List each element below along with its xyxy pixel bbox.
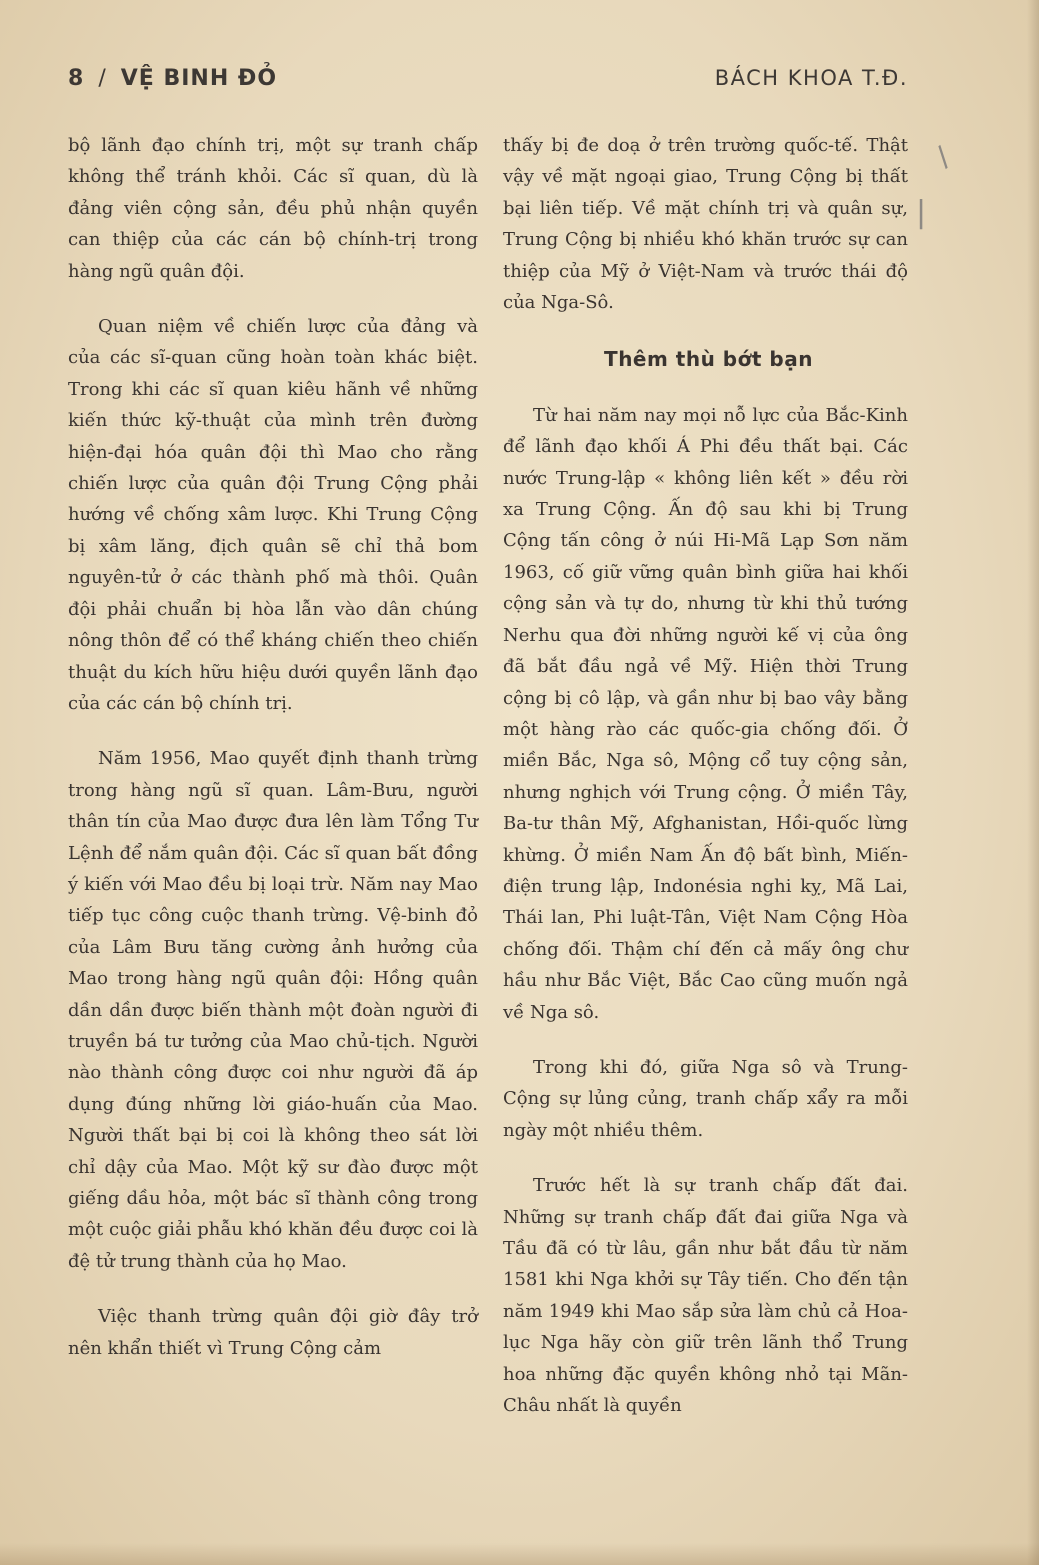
article-title: VỆ BINH ĐỎ (120, 66, 278, 91)
journal-title: BÁCH KHOA T.Đ. (714, 66, 908, 90)
header-separator: / (98, 66, 107, 91)
page-number: 8 (68, 66, 85, 91)
paragraph: Trước hết là sự tranh chấp đất đai. Những sự tranh chấp đất đai giữa Nga và Tầu đã có từ lâu, gần như bắt đầu từ năm 1581 khi Nga khởi sự Tây tiến. Cho đến tận năm 1949 khi Mao sắp sửa làm chủ cả Hoa-lục Nga hãy còn giữ trên lãnh thổ Trung hoa những đặc quyền không nhỏ tại Mãn-Châu nhất là quyền (503, 1175, 908, 1417)
paragraph: bộ lãnh đạo chính trị, một sự tranh chấp không thể tránh khỏi. Các sĩ quan, dù là đảng viên cộng sản, đều phủ nhận quyền can thiệp của các cán bộ chính-trị trong hàng ngũ quân đội. (68, 135, 478, 282)
left-column (68, 130, 478, 1364)
section-heading: Thêm thù bớt bạn (604, 347, 813, 372)
right-column (503, 130, 908, 1421)
paragraph: Trong khi đó, giữa Nga sô và Trung-Cộng sự lủng củng, tranh chấp xẩy ra mỗi ngày một nhiều thêm. (503, 1056, 908, 1141)
running-header-left (68, 66, 277, 91)
paragraph: Quan niệm về chiến lược của đảng và của các sĩ-quan cũng hoàn toàn khác biệt. Trong khi các sĩ quan kiêu hãnh về những kiến thức kỹ-thuật của mình trên đường hiện-đại hóa quân đội thì Mao cho rằng chiến lược của quân đội Trung Cộng phải hướng về chống xâm lược. Khi Trung Cộng bị xâm lăng, địch quân sẽ chỉ thả bom nguyên-tử ở các thành phố mà thôi. Quân đội phải chuẩn bị hòa lẫn vào dân chúng nông thôn để có thể kháng chiến theo chiến thuật du kích hữu hiệu dưới quyền lãnh đạo của các cán bộ chính trị. (68, 316, 478, 714)
page-edge-shadow (1027, 0, 1039, 1565)
paragraph: Từ hai năm nay mọi nỗ lực của Bắc-Kinh để lãnh đạo khối Á Phi đều thất bại. Các nước Trung-lập « không liên kết » đều rời xa Trung Cộng. Ấn độ sau khi bị Trung Cộng tấn công ở núi Hi-Mã Lạp Sơn năm 1963, cố giữ vững quân bình giữa hai khối cộng sản và tự do, nhưng từ khi thủ tướng Nerhu qua đời những người kế vị của ông đã bắt đầu ngả về Mỹ. Hiện thời Trung cộng bị cô lập, và gần như bị bao vây bằng một hàng rào các quốc-gia chống đối. Ở miền Bắc, Nga sô, Mộng cổ tuy cộng sản, nhưng nghịch với Trung cộng. Ở miền Tây, Ba-tư thân Mỹ, Afghanistan, Hồi-quốc lừng khừng. Ở miền Nam Ấn độ bất bình, Miến-điện trung lập, Indonésia nghi kỵ, Mã Lai, Thái lan, Phi luật-Tân, Việt Nam Cộng Hòa chống đối. Thậm chí đến cả mấy ông chư hầu như Bắc Việt, Bắc Cao cũng muốn ngả về Nga sô. (503, 404, 908, 1023)
paragraph: thấy bị đe doạ ở trên trường quốc-tế. Thật vậy về mặt ngoại giao, Trung Cộng bị thất bại liên tiếp. Về mặt chính trị và quân sự, Trung Cộng bị nhiều khó khăn trước sự can thiệp của Mỹ ở Việt-Nam và trước thái độ của Nga-Sô. (503, 135, 908, 314)
page-bottom-shadow (0, 1543, 1039, 1565)
pencil-mark: | (916, 195, 927, 230)
paragraph: Việc thanh trừng quân đội giờ đây trở nên khẩn thiết vì Trung Cộng cảm (68, 1306, 478, 1359)
paragraph: Năm 1956, Mao quyết định thanh trừng trong hàng ngũ sĩ quan. Lâm-Bưu, người thân tín của Mao được đưa lên làm Tổng Tư Lệnh để nắm quân đội. Các sĩ quan bất đồng ý kiến với Mao đều bị loại trừ. Năm nay Mao tiếp tục công cuộc thanh trừng. Vệ-binh đỏ của Lâm Bưu tăng cường ảnh hưởng của Mao trong hàng ngũ quân đội: Hồng quân dần dần được biến thành một đoàn người đi truyền bá tư tưởng của Mao chủ-tịch. Người nào thành công được coi như người đã áp dụng đúng những lời giáo-huấn của Mao. Người thất bại bị coi là không theo sát lời chỉ dậy của Mao. Một kỹ sư đào được một giếng dầu hỏa, một bác sĩ thành công trong một cuộc giải phẫu khó khăn đều được coi là đệ tử trung thành của họ Mao. (68, 748, 478, 1272)
pencil-mark: / (929, 140, 957, 173)
